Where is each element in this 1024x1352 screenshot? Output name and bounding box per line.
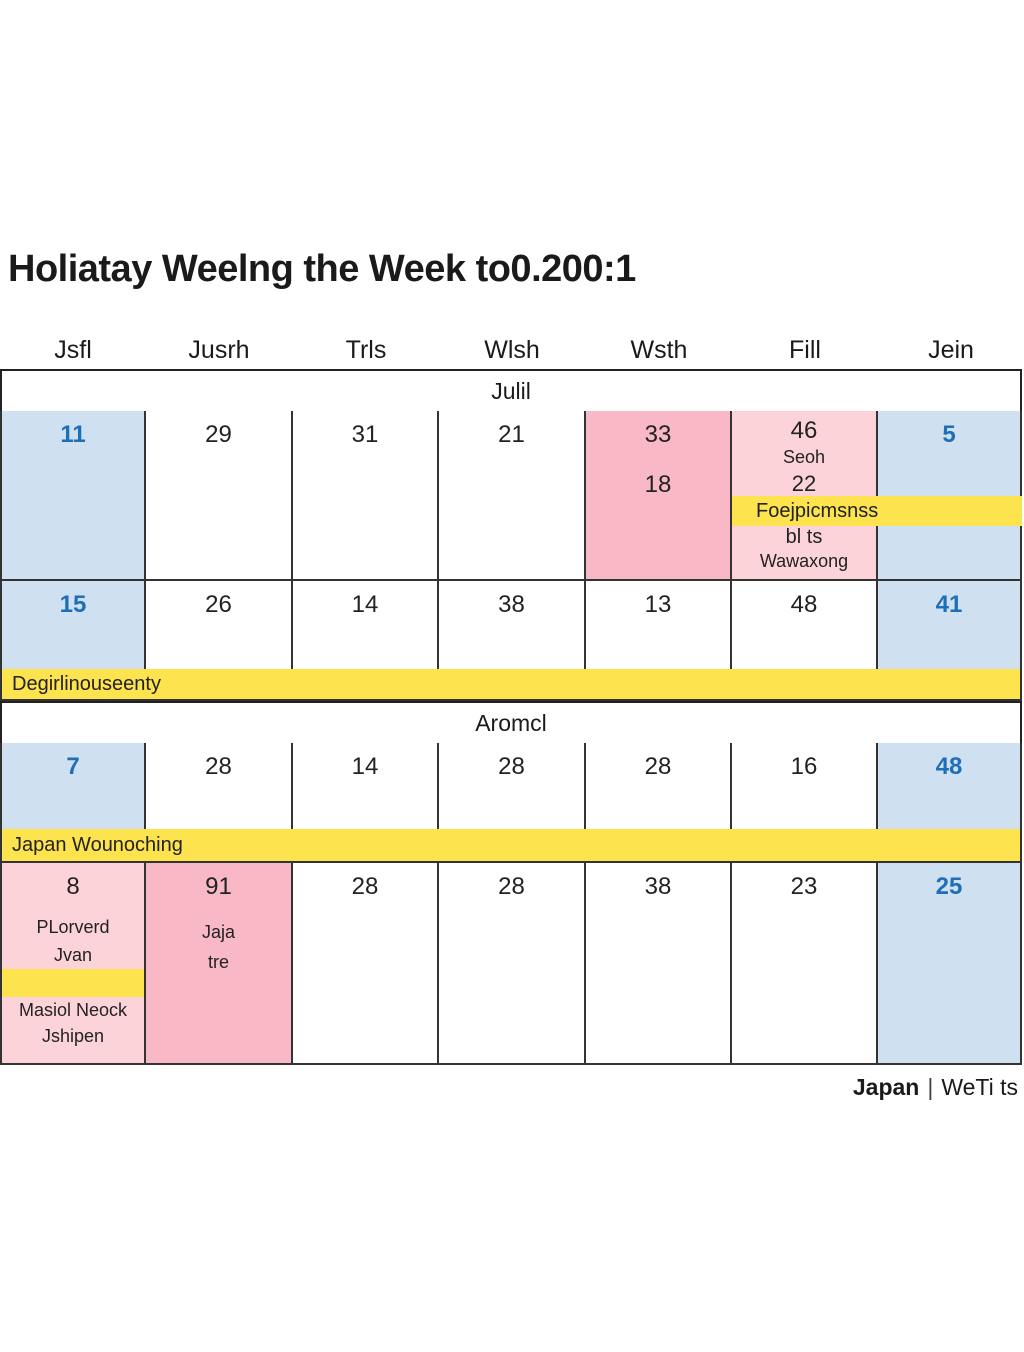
day-cell[interactable]	[878, 863, 1022, 1065]
day-number: 41	[935, 591, 963, 618]
day-number: 48	[935, 753, 963, 780]
event-band[interactable]: Japan Wounoching	[2, 829, 1020, 861]
day-number: 21	[498, 421, 525, 448]
day-of-week-header: Trls	[345, 336, 387, 364]
day-number: 16	[790, 753, 818, 780]
day-number: 28	[498, 873, 525, 900]
day-note: Jaja	[201, 922, 236, 942]
day-cell[interactable]	[0, 411, 146, 581]
day-cell[interactable]	[293, 863, 439, 1065]
day-number: 7	[66, 753, 80, 780]
day-number: 46	[790, 417, 818, 444]
day-cell[interactable]	[439, 411, 586, 581]
day-note: tre	[207, 952, 229, 972]
day-number: 8	[66, 873, 80, 900]
day-of-week-header: Jusrh	[188, 336, 250, 364]
month-label: Aromcl	[0, 701, 1022, 743]
day-number: 14	[351, 591, 379, 618]
day-number: 11	[60, 421, 86, 448]
day-note: Masiol Neock	[18, 1000, 128, 1020]
day-number: 23	[790, 873, 818, 900]
day-cell[interactable]	[146, 411, 293, 581]
day-note: Wawaxong	[759, 551, 849, 571]
calendar-footer	[853, 1074, 1018, 1101]
day-note	[586, 449, 730, 471]
event-band[interactable]: Degirlinouseenty	[2, 669, 1020, 699]
holiday-day-cell[interactable]	[0, 863, 146, 1065]
day-of-week-header: Jsfl	[54, 336, 92, 364]
day-number: 38	[644, 873, 672, 900]
day-number: 33	[644, 421, 672, 448]
day-cell[interactable]	[586, 863, 732, 1065]
day-note	[2, 969, 144, 997]
footer-separator: |	[927, 1074, 934, 1100]
day-number: 25	[935, 873, 963, 900]
holiday-day-cell[interactable]	[586, 411, 732, 581]
holiday-day-cell[interactable]	[146, 863, 293, 1065]
month-label: Julil	[0, 369, 1022, 411]
day-cell[interactable]	[293, 411, 439, 581]
day-number: 91	[205, 873, 232, 900]
day-number: 31	[351, 421, 379, 448]
day-note: Jvan	[53, 945, 93, 965]
day-number: 38	[498, 591, 525, 618]
day-number: 14	[351, 753, 379, 780]
day-note	[146, 901, 291, 917]
day-number: 29	[205, 421, 232, 448]
day-note: Jshipen	[41, 1026, 105, 1046]
day-note: 18	[644, 471, 672, 498]
day-note: bl ts	[785, 526, 823, 548]
day-number: 48	[790, 591, 818, 618]
day-number: 13	[644, 591, 672, 618]
day-of-week-header: Jein	[928, 336, 974, 364]
day-of-week-header: Fill	[789, 336, 821, 364]
day-number: 28	[644, 753, 672, 780]
footer-text: WeTi ts	[941, 1074, 1018, 1100]
day-number: 28	[351, 873, 379, 900]
day-number: 26	[205, 591, 232, 618]
calendar-title: Holiatay Weelng the Week to0.200:1	[8, 248, 636, 290]
event-band[interactable]: Foejpicmsnss	[732, 496, 1022, 526]
day-cell[interactable]	[732, 863, 878, 1065]
day-note: 22	[791, 471, 817, 496]
day-number: 28	[498, 753, 525, 780]
day-number: 15	[59, 591, 87, 618]
day-number: 5	[942, 421, 956, 448]
day-of-week-header: Wsth	[630, 336, 688, 364]
day-number: 28	[205, 753, 232, 780]
day-cell[interactable]	[439, 863, 586, 1065]
footer-brand: Japan	[852, 1074, 920, 1100]
day-note: Seoh	[782, 447, 826, 467]
day-note: PLorverd	[36, 917, 110, 937]
day-of-week-header: Wlsh	[484, 336, 540, 364]
